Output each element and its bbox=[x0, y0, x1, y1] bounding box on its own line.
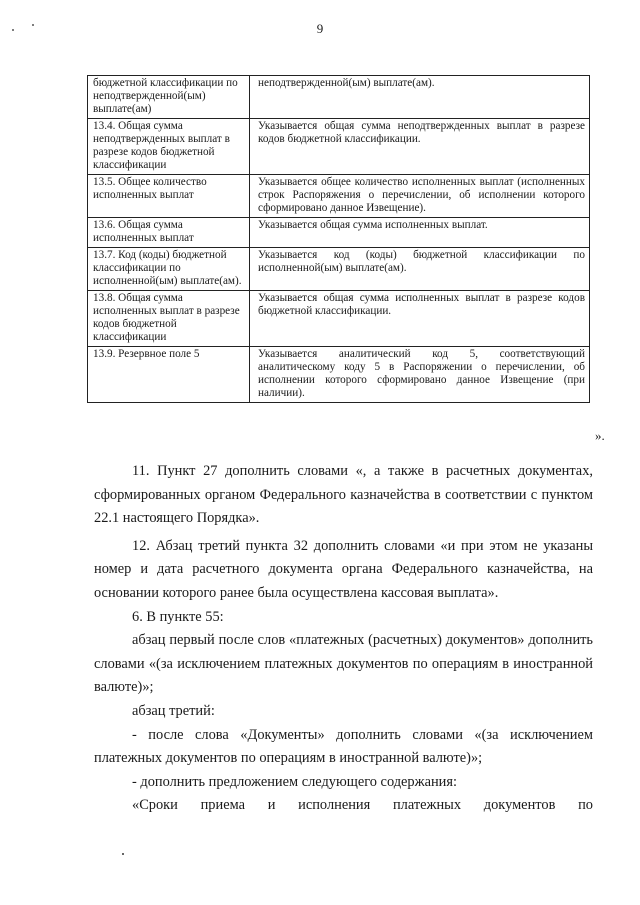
table-row bbox=[88, 76, 590, 119]
field-description-cell: Указывается общая сумма исполненных выплат в разрезе кодов бюджетной классификации. bbox=[250, 291, 590, 347]
field-name-cell: 13.7. Код (коды) бюджетной классификации по исполненной(ым) выплате(ам). bbox=[88, 248, 250, 291]
table-row bbox=[88, 175, 590, 218]
closing-quote-mark: ». bbox=[595, 428, 605, 443]
body-text bbox=[94, 460, 593, 818]
field-name-cell: 13.6. Общая сумма исполненных выплат bbox=[88, 218, 250, 248]
field-description-cell: Указывается аналитический код 5, соответствующий аналитическому коду 5 в Распоряжении о перечислении, об исполнении которого сформировано данное Извещение (при наличии). bbox=[250, 347, 590, 403]
field-name-cell: 13.8. Общая сумма исполненных выплат в разрезе кодов бюджетной классификации bbox=[88, 291, 250, 347]
paragraph-11: 11. Пункт 27 дополнить словами «, а также в расчетных документах, сформированных органом Федерального казначейства в соответствии с пунктом 22.1 настоящего Порядка». bbox=[94, 463, 593, 527]
field-description-table bbox=[87, 75, 590, 403]
paragraph-dash-1: - после слова «Документы» дополнить словами «(за исключением платежных документов по операциям в иностранной валюте)»; bbox=[94, 726, 593, 767]
page-number: 9 bbox=[316, 21, 324, 36]
table-row bbox=[88, 248, 590, 291]
paragraph-12: 12. Абзац третий пункта 32 дополнить словами «и при этом не указаны номер и дата расчетного документа органа Федерального казначейства, на основании которого ранее была осуществлена кассовая выплата». bbox=[94, 537, 593, 601]
field-description-cell: неподтвержденной(ым) выплате(ам). bbox=[250, 76, 590, 119]
field-description-cell: Указывается код (коды) бюджетной классификации по исполненной(ым) выплате(ам). bbox=[250, 248, 590, 291]
table-row bbox=[88, 218, 590, 248]
paragraph-last: «Сроки приема и исполнения платежных документов по bbox=[132, 797, 593, 814]
field-name-cell: 13.9. Резервное поле 5 bbox=[88, 347, 250, 403]
field-name-cell: бюджетной классификации по неподтвержденной(ым) выплате(ам) bbox=[88, 76, 250, 119]
paragraph-6: 6. В пункте 55: bbox=[132, 608, 224, 625]
table-row bbox=[88, 291, 590, 347]
paragraph-dash-2: - дополнить предложением следующего содержания: bbox=[132, 773, 457, 790]
table-row bbox=[88, 119, 590, 175]
field-name-cell: 13.4. Общая сумма неподтвержденных выплат в разрезе кодов бюджетной классификации bbox=[88, 119, 250, 175]
field-description-cell: Указывается общее количество исполненных выплат (исполненных строк Распоряжения о перечислении, об исполнении которого сформировано данное Извещение). bbox=[250, 175, 590, 218]
paragraph-abzac-first: абзац первый после слов «платежных (расчетных) документов» дополнить словами «(за исключением платежных документов по операциям в иностранной валюте)»; bbox=[94, 632, 593, 696]
scan-speck bbox=[122, 853, 124, 855]
field-description-cell: Указывается общая сумма неподтвержденных выплат в разрезе кодов бюджетной классификации. bbox=[250, 119, 590, 175]
field-description-cell: Указывается общая сумма исполненных выплат. bbox=[250, 218, 590, 248]
paragraph-abzac-third: абзац третий: bbox=[132, 702, 215, 719]
field-name-cell: 13.5. Общее количество исполненных выплат bbox=[88, 175, 250, 218]
table-row bbox=[88, 347, 590, 403]
